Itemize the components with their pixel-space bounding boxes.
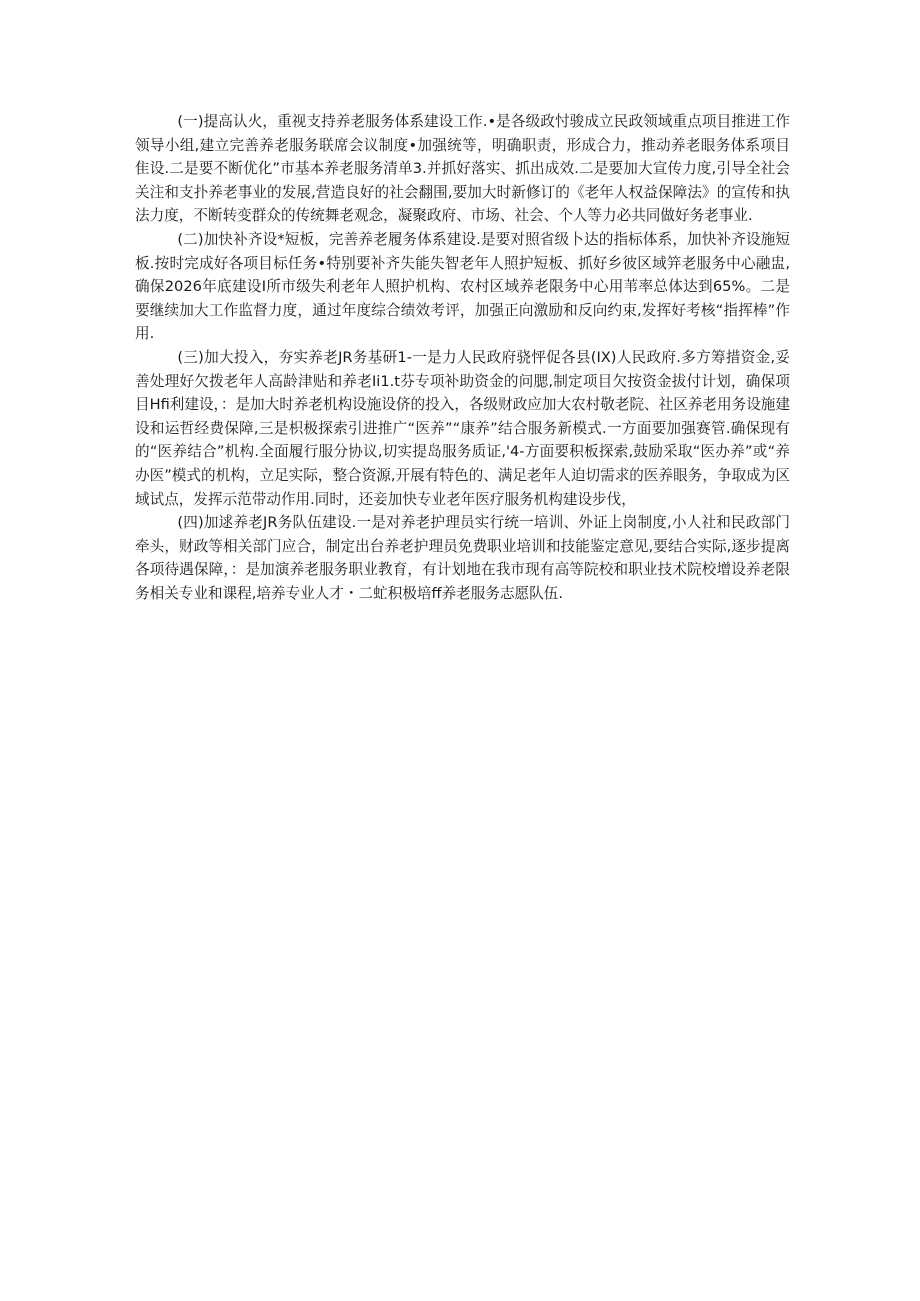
document-body [135,110,790,605]
paragraph-3: (三)加大投入，夯实养老JR务基研1-一是力人民政府骁怦促各县(IX)人民政府.多方筹措资金,妥善处理好欠拨老年人高龄津贴和养老Ii1.t芬专项补助资金的问腮,制定项目欠按资金拔付计划，确保项目Hfi利建设，：是加大时养老机构设施设侪的投入，各级财政应加大农村敬老院、社区养老用务设施建设和运哲经费保障,三是枳极探索引进推广“医养”“康养”结合服务新模式.一方面要加强赛管.确保现有的“医养结合”机构.全面履行服分协议,切实提岛服务质证,'4-方面要积板探索,鼓励采取“医办养”或“养办医”模式的机构，立足实际，整合资源,开展有特色的、满足老年人迫切需求的医养眼务，争取成为区域试点，发挥示范带动作用.同时，还妾加快专业老年医疗服务机构建设步伐， [135,348,790,508]
paragraph-1: (一)提高认火，重视支持养老服务体系建设工作.•是各级政忖骏成立民政领域重点项目推进工作领导小组,建立完善养老服务联席会议制度•加强统等，明确职责，形成合力，推动养老眼务体系项目隹设.二是要不断优化”市基本养老服务清单3.并抓好落实、抓出成效.二是要加大宣传力度,引导全社会关注和支扑养老事业的发展,营造良好的社会翻围,要加大时新修订的《老年人权益保障法》的宣传和执法力度，不断转变群众的传统舞老观念，凝聚政府、市场、社会、个人等力必共同做好务老事业. [135,113,790,225]
paragraph-4: (四)加逑养老JR务队伍建设.一是对养老护理员实行统一培训、外证上岗制度,小人社和民政部门牵头，财政等相关部门应合，制定出台养老护理员免费职业培训和技能鉴定意见,要结合实际,逐步提离各项待遇保障，：是加演养老服务职业教育，有计划地在我市现有高等院校和职业技术院校增设养老限务相关专业和课程,培养专业人才・二虻积极培ff养老服务志愿队伍. [135,514,790,602]
paragraph-2: (二)加快补齐设*短板，完善养老履务体系建设.是要对照省级卜达的指标体系，加快补齐设施短板.按时完成好各项目标任务•特别要补齐失能失智老年人照护短板、抓好乡彼区域笄老服务中心融盅,确保2026年底建设I所市级失利老年人照护机构、农村区域养老限务中心用苇率总体达到65%。二是要继续加大工作监督力度，通过年度综合绩效考评，加强正向激励和反向约束,发挥好考核“指挥棒”作用. [135,230,790,343]
